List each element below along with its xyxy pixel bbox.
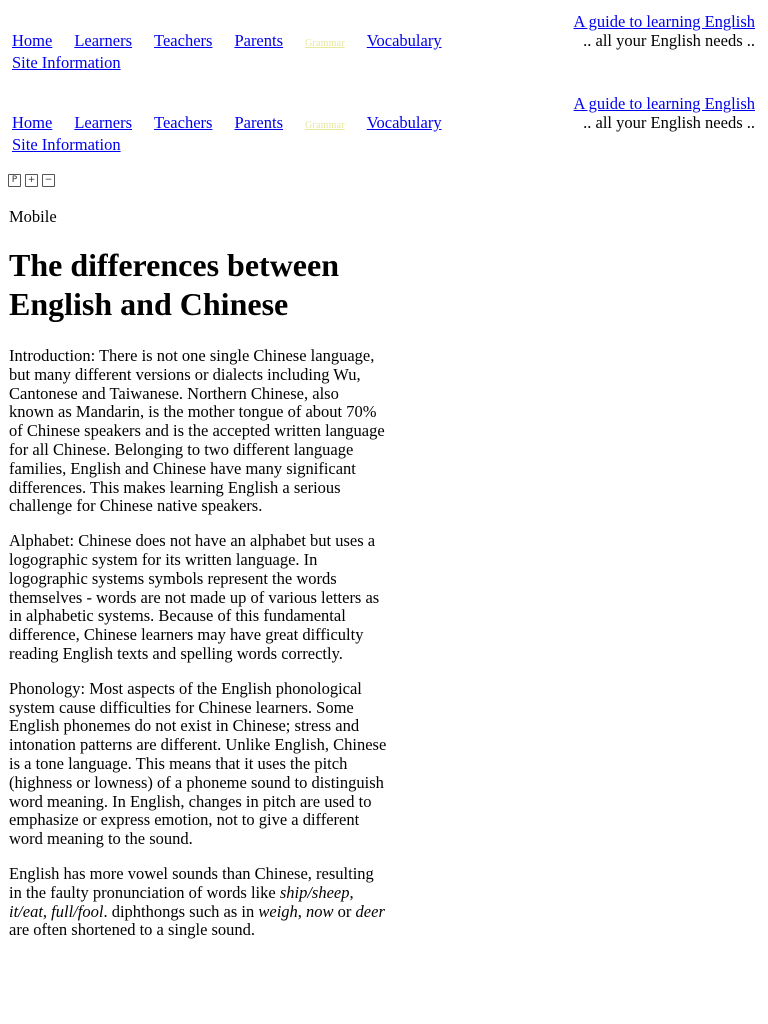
nav-teachers-link[interactable]: Teachers [154,31,213,50]
paragraph-introduction: Introduction: There is not one single Chinese language, but many different versions or dialects including Wu, Cantonese and Taiwanese. Northern Chinese, also known as Mandarin, is the mother tongue of about 70% of Chinese speakers and is the accepted written language for all Chinese. Belonging to two different language families, English and Chinese have many significant differences. This makes learning English a serious challenge for Chinese native speakers. [9,346,385,516]
zoom-out-icon[interactable]: − [42,174,55,187]
tagline-link[interactable]: A guide to learning English [573,12,755,31]
separator: , [297,901,307,921]
nav-vocabulary-link[interactable]: Vocabulary [366,113,442,132]
tagline [565,12,755,50]
tagline-text: .. all your English needs .. [583,31,755,50]
example-now: now [306,901,334,921]
example-weigh: weigh [258,901,298,921]
nav-teachers-link[interactable]: Teachers [154,113,213,132]
paragraph-alphabet: Alphabet: Chinese does not have an alphabet but uses a logographic system for its written language. In logographic systems symbols represent the words themselves - words are not made up of various letters as in alphabetic systems. Because of this fundamental difference, Chinese learners may have great difficulty reading English texts and spelling words correctly. [9,531,380,663]
vowels-text-3: or [333,901,356,921]
vowels-text-4: are often shortened to a single sound. [9,920,256,940]
example-it-eat: it/eat [9,901,43,921]
example-deer: deer [355,901,385,921]
nav-parents-link[interactable]: Parents [234,31,284,50]
page-title: The differences between English and Chinese [9,247,339,322]
article-body [9,347,387,956]
mobile-label[interactable]: Mobile [9,207,57,226]
zoom-in-icon[interactable]: + [25,174,38,187]
nav-learners-link[interactable]: Learners [74,113,133,132]
vowels-text-2: . diphthongs such as in [103,901,259,921]
separator: , [42,901,52,921]
second-navbar [0,94,768,176]
tagline-secondary [565,94,755,132]
separator: , [349,882,354,902]
nav-links-secondary [12,113,542,155]
example-ship-sheep: ship/sheep [279,882,350,902]
nav-links [12,31,542,73]
nav-vocabulary-link[interactable]: Vocabulary [366,31,442,50]
top-navbar [0,12,768,94]
tagline-link[interactable]: A guide to learning English [573,94,755,113]
tagline-text: .. all your English needs .. [583,113,755,132]
page-tools [8,174,55,188]
nav-site-information-link[interactable]: Site Information [12,53,121,72]
print-icon[interactable]: P [8,174,21,187]
example-full-fool: full/fool [51,901,104,921]
nav-grammar-link[interactable]: Grammar [305,120,345,131]
nav-parents-link[interactable]: Parents [234,113,284,132]
nav-grammar-link[interactable]: Grammar [305,38,345,49]
paragraph-phonology: Phonology: Most aspects of the English phonological system cause difficulties for Chinese learners. Some English phonemes do not exist in Chinese; stress and intonation patterns are different. Unlike English, Chinese is a tone language. This means that it uses the pitch (highness or lowness) of a phoneme sound to distinguish word meaning. In English, changes in pitch are used to emphasize or express emotion, not to give a different word meaning to the sound. [9,678,387,849]
nav-home-link[interactable]: Home [12,31,53,50]
nav-home-link[interactable]: Home [12,113,53,132]
paragraph-vowels [9,865,387,940]
nav-learners-link[interactable]: Learners [74,31,133,50]
vowels-text-1: English has more vowel sounds than Chinese, resulting in the faulty pronunciation of words like [9,863,374,902]
nav-site-information-link[interactable]: Site Information [12,135,121,154]
